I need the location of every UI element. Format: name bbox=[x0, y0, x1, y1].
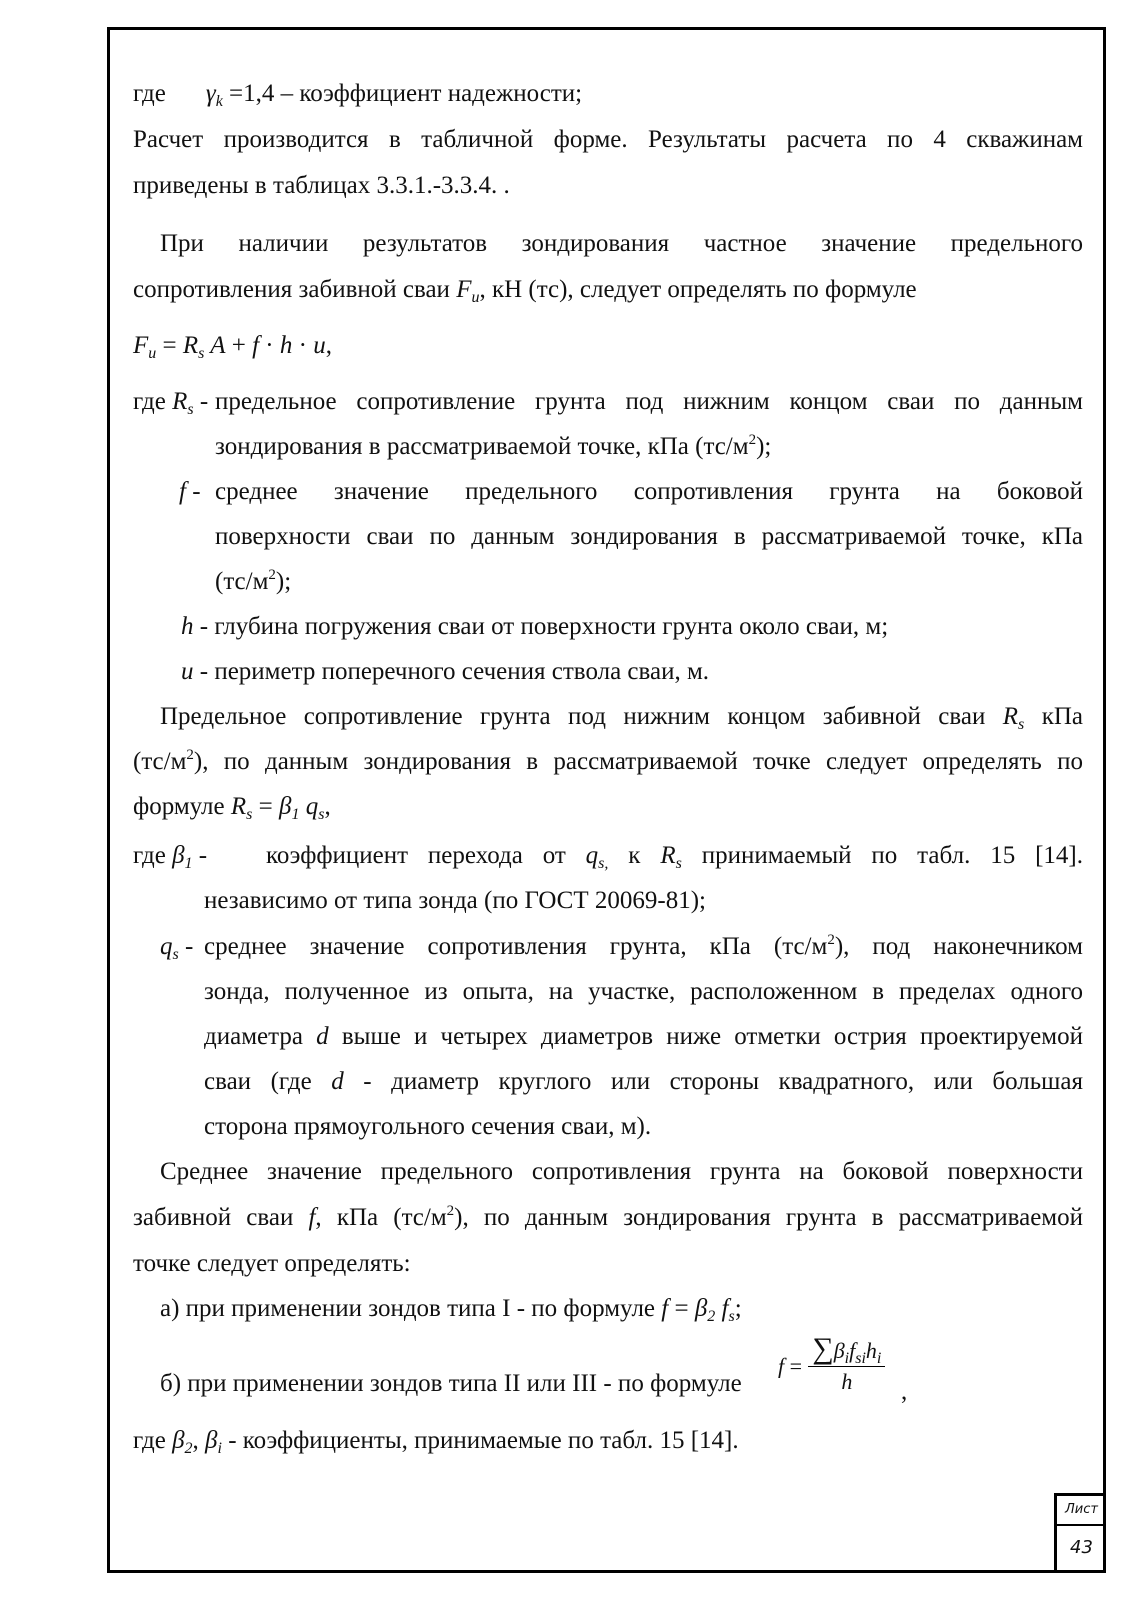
text: где bbox=[133, 80, 166, 107]
formula-f-sum: f = $\frac{\sum\beta_if_{si}h_i}{h}$ bbox=[778, 1338, 885, 1395]
text: =1,4 – коэффициент надежности; bbox=[222, 80, 583, 107]
fraction: $\frac{\sum\beta_if_{si}h_i}{h}$ bbox=[808, 1338, 885, 1395]
definition-f-cont: $(тс/м^2)$; bbox=[215, 567, 292, 595]
item-b: б) при применении зондов типа II или III - по формуле bbox=[160, 1370, 742, 1397]
paragraph-line bbox=[133, 276, 917, 304]
paragraph-line: забивной сваи f, кПа $(тс/м^2)$, по данным зондирования грунта в рассматриваемой bbox=[133, 1203, 1083, 1231]
paragraph-line: Среднее значение предельного сопротивления грунта на боковой поверхности bbox=[160, 1158, 1083, 1185]
symbol: F bbox=[456, 276, 472, 303]
paragraph-line: $(тс/м^2)$, по данным зондирования в рассматриваемой точке следует определять по bbox=[133, 747, 1083, 775]
item-a: а) при применении зондов типа I - по формуле $f = \beta_2$ $f_s$; bbox=[160, 1295, 742, 1325]
definition-qs-cont: диаметра d выше и четырех диаметров ниже отметки острия проектируемой bbox=[204, 1023, 1083, 1050]
definition-f-cont: поверхности сваи по данным зондирования в рассматриваемой точке, кПа bbox=[215, 523, 1083, 550]
paragraph-line: Предельное сопротивление грунта под нижним концом забивной сваи $R_s$ кПа bbox=[160, 703, 1083, 733]
definition-beta2: где $\beta_2$, $\beta_i$ - коэффициенты, принимаемые по табл. 15 [14]. bbox=[133, 1427, 739, 1457]
definition-rs-cont: зондирования в рассматриваемой точке, кПа $(тс/м^2)$; bbox=[215, 432, 772, 460]
definition-qs-cont: сторона прямоугольного сечения сваи, м). bbox=[204, 1113, 652, 1140]
definition-qs-cont: сваи (где d - диаметр круглого или стороны квадратного, или большая bbox=[204, 1068, 1084, 1095]
sheet-label: Лист bbox=[1057, 1496, 1106, 1526]
comma: , bbox=[901, 1378, 908, 1405]
paragraph-line: приведены в таблицах 3.3.1.-3.3.4. . bbox=[133, 172, 510, 199]
definition-qs-cont: зонда, полученное из опыта, на участке, расположенном в пределах одного bbox=[204, 978, 1083, 1005]
paragraph-line: При наличии результатов зондирования частное значение предельного bbox=[160, 230, 1083, 257]
subscript: k bbox=[215, 93, 223, 110]
sheet-number: 43 bbox=[1070, 1537, 1093, 1558]
subscript: u bbox=[471, 289, 480, 306]
sheet-stamp bbox=[1054, 1493, 1106, 1573]
paragraph-line: Расчет производится в табличной форме. Результаты расчета по 4 скважинам bbox=[133, 126, 1083, 153]
gamma-definition bbox=[133, 80, 582, 108]
definition-u: u - периметр поперечного сечения ствола сваи, м. bbox=[181, 658, 710, 685]
paragraph-line: точке следует определять: bbox=[133, 1250, 411, 1277]
text: , кН (тс), следует определять по формуле bbox=[479, 276, 917, 303]
formula-fu: $F_u = R_s$ A + f · h · u, bbox=[133, 332, 332, 362]
symbol: γ bbox=[205, 80, 216, 107]
paragraph-line: формуле $R_s = \beta_1$ $q_s$, bbox=[133, 793, 331, 823]
definition-beta1-cont: независимо от типа зонда (по ГОСТ 20069-81); bbox=[204, 887, 706, 914]
text: сопротивления забивной сваи bbox=[133, 276, 457, 303]
definition-h: h - глубина погружения сваи от поверхности грунта около сваи, м; bbox=[181, 613, 889, 640]
